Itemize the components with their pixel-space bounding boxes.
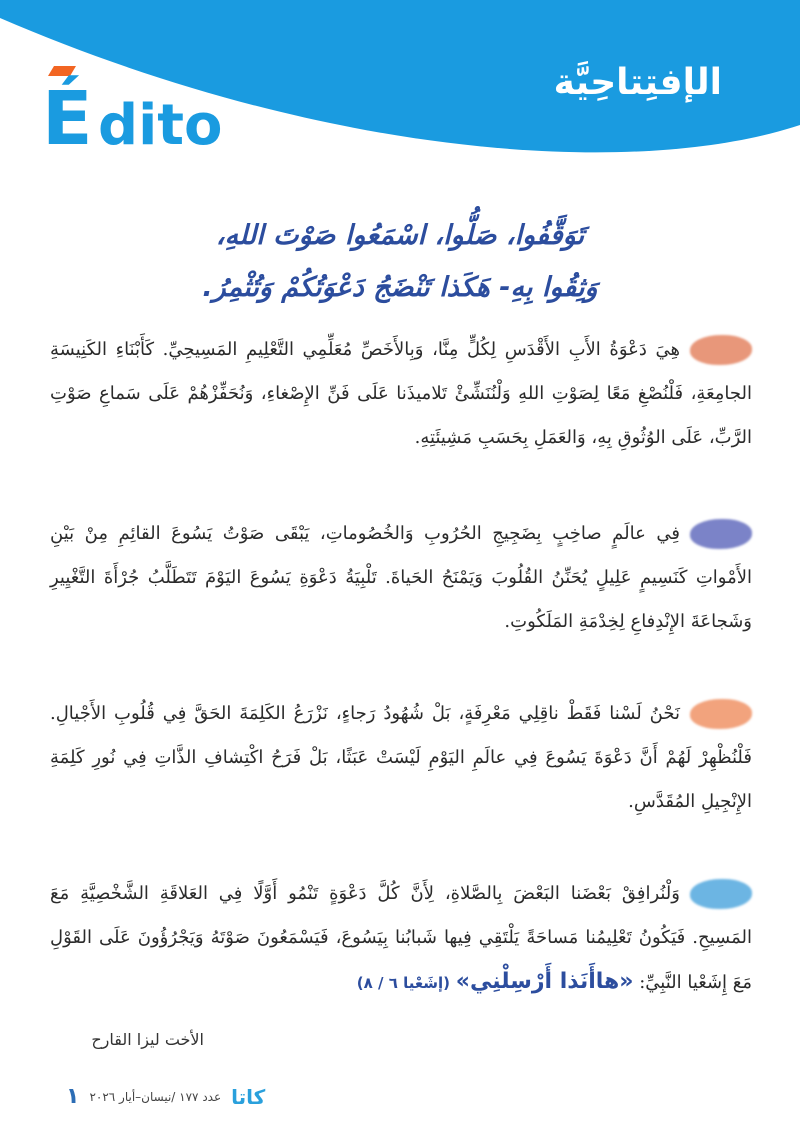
paragraph-3-text: نَحْنُ لَسْنا فَقَطْ ناقِلِي مَعْرِفَةٍ، بَلْ شُهُودُ رَجاءٍ، نَزْرَعُ الكَلِمَةَ الحَقَّ فِي قُلُوبِ الأَجْيالِ. فَلْنُظْهِرْ لَهُمْ أَنَّ دَعْوَةَ يَسُوعَ فِي عالَمِ اليَوْمِ لَيْسَتْ عَبَثًا، بَلْ فَرَحُ اكْتِشافِ الذَّاتِ فِي نُورِ كَلِمَةِ الإِنْجِيلِ المُقَدَّسِ. xyxy=(50,703,752,812)
edito-logo xyxy=(40,62,230,152)
paragraph-1-text: هِيَ دَعْوَةُ الأَبِ الأَقْدَسِ لِكُلٍّ مِنَّا، وَبِالأَخَصِّ مُعَلِّمِي التَّعْلِيمِ المَسِيحِيِّ. كَأَبْنَاءِ الكَنِيسَةِ الجامِعَةِ، فَلْنُصْغِ مَعًا لِصَوْتِ اللهِ وَلْنُنَشِّئْ تَلاميذَنا عَلَى فَنِّ الإِصْغاءِ، وَنُحَفِّزْهُمْ عَلَى سَماعِ صَوْتِ الرَّبِّ، عَلَى الوُثُوقِ بِهِ، وَالعَمَلِ بِحَسَبِ مَشِيئَتِهِ. xyxy=(50,339,752,448)
closing-reference: (إشَعْيا ٦ / ٨) xyxy=(356,974,451,992)
footer xyxy=(66,1084,265,1109)
paragraph-2 xyxy=(50,512,752,644)
sky-blob-icon xyxy=(690,879,752,909)
closing-quote: «هاأَنَذا أَرْسِلْنِي» xyxy=(455,969,634,994)
issue-info: عدد ١٧٧ /نيسان–أيار ٢٠٢٦ xyxy=(89,1089,222,1104)
verse-line-2: وَثِقُوا بِهِ- هَكَذا تَنْضَجُ دَعْوَتُكُمْ وَتُثْمِرُ. xyxy=(202,272,598,303)
peach-blob-icon xyxy=(690,699,752,729)
paragraph-4-text: وَلْنُرافِقْ بَعْضَنا البَعْضَ بِالصَّلاةِ، لِأَنَّ كُلَّ دَعْوَةٍ تَنْمُو أَوَّلًا فِي العَلاقَةِ الشَّخْصِيَّةِ مَعَ المَسِيحِ. فَيَكُونُ تَعْلِيمُنا مَساحَةً يَلْتَقِي فِيها شَبابُنا بِيَسُوعَ، فَيَسْمَعُونَ صَوْتَهُ وَيَجْرُؤُونَ عَلَى القَوْلِ مَعَ إِشَعْيا النَّبِيِّ: xyxy=(50,883,752,993)
paragraph-2-text: فِي عالَمٍ صاخِبٍ بِضَجِيجِ الحُرُوبِ وَالخُصُوماتِ، يَبْقَى صَوْتُ يَسُوعَ القائِمِ مِنْ بَيْنِ الأَمْواتِ كَنَسِيمٍ عَلِيلٍ يُحَنِّنُ القُلُوبَ وَيَمْنَحُ الحَياةَ. تَلْبِيَةُ دَعْوَةِ يَسُوعَ اليَوْمَ تَتَطَلَّبُ جُرْأَةَ التَّغْيِيرِ وَشَجاعَةَ الإِنْدِفاعِ لِخِدْمَةِ المَلَكُوتِ. xyxy=(50,523,752,632)
svg-text:É: É xyxy=(42,76,93,152)
paragraph-3 xyxy=(50,692,752,824)
paragraph-4 xyxy=(50,872,752,1005)
svg-text:dito: dito xyxy=(98,93,223,152)
paragraph-1 xyxy=(50,328,752,460)
section-title: الإفتِتاحِيَّة xyxy=(553,62,722,103)
salmon-blob-icon xyxy=(690,335,752,365)
magazine-name: كاتا xyxy=(231,1084,266,1109)
page-number: ١ xyxy=(66,1084,80,1109)
verse-line-1: تَوَقَّفُوا، صَلُّوا، اسْمَعُوا صَوْتَ اللهِ، xyxy=(215,220,585,251)
signature: الأخت ليزا القارح xyxy=(91,1030,204,1049)
opening-verse xyxy=(60,210,740,314)
purple-blob-icon xyxy=(690,519,752,549)
